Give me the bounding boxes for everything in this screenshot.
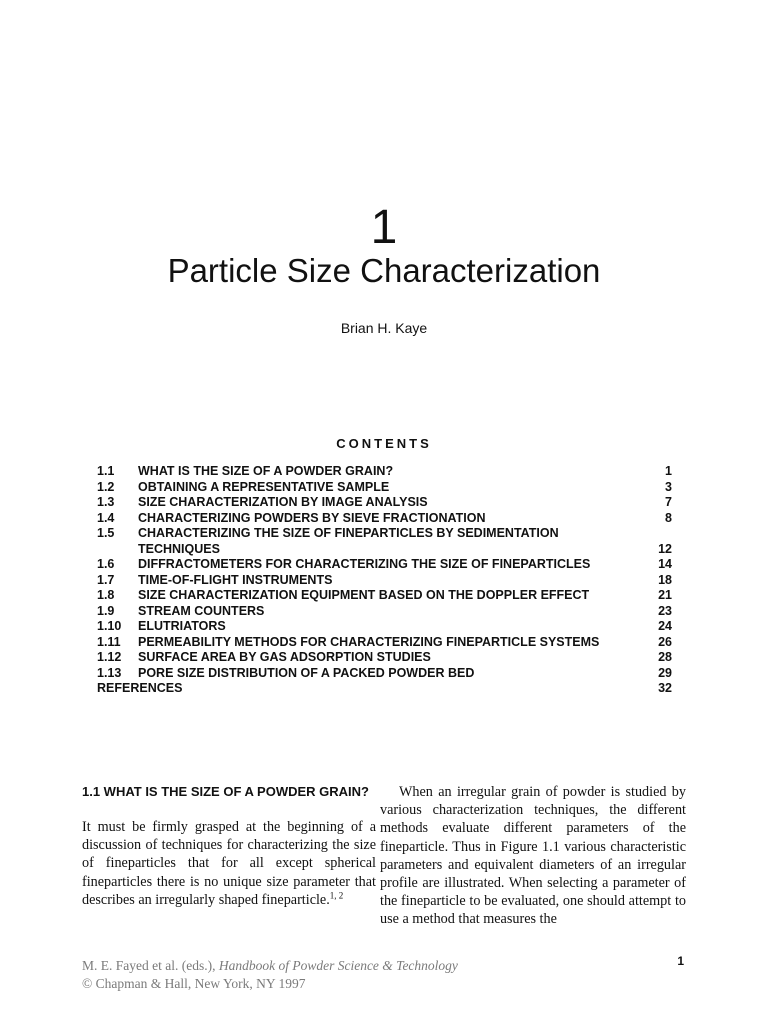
toc-entry-page: 18 (658, 572, 672, 587)
body-paragraph (82, 818, 376, 909)
toc-entry-title: SIZE CHARACTERIZATION EQUIPMENT BASED ON THE DOPPLER EFFECT (138, 588, 590, 602)
toc-entry-page: 1 (665, 464, 672, 478)
toc-entry-title: CHARACTERIZING THE SIZE OF FINEPARTICLES BY SEDIMENTATION TECHNIQUES (138, 526, 559, 556)
toc-entry-title: CHARACTERIZING POWDERS BY SIEVE FRACTIONATION (138, 510, 486, 525)
toc-entry[interactable] (97, 557, 672, 573)
contents-heading: CONTENTS (336, 436, 432, 451)
toc-entry-number: 1.3 (97, 495, 115, 509)
copyright-line: © Chapman & Hall, New York, NY 1997 (82, 976, 306, 991)
toc-entry-page: 8 (665, 510, 672, 525)
toc-entry-number: 1.5 (97, 526, 115, 540)
toc-entry-page: 7 (665, 495, 672, 509)
toc-entry-number: 1.6 (97, 557, 115, 571)
toc-entry-number: 1.9 (97, 603, 115, 618)
toc-entry-page: 32 (658, 681, 672, 695)
toc-entry-title: OBTAINING A REPRESENTATIVE SAMPLE (138, 479, 390, 494)
toc-entry-page: 29 (658, 665, 672, 680)
toc-entry[interactable] (97, 526, 672, 557)
toc-entry-page: 3 (665, 479, 672, 494)
toc-entry-title: WHAT IS THE SIZE OF A POWDER GRAIN? (138, 464, 394, 478)
toc-entry-page: 23 (658, 603, 672, 618)
toc-entry[interactable] (97, 511, 672, 527)
toc-entry-number: 1.11 (97, 634, 121, 649)
toc-entry-title: DIFFRACTOMETERS FOR CHARACTERIZING THE SIZE OF FINEPARTICLES (138, 557, 591, 571)
toc-entry-title: STREAM COUNTERS (138, 603, 265, 618)
toc-entry-page: 28 (658, 650, 672, 664)
footer-citation (82, 957, 458, 993)
toc-entry[interactable] (97, 635, 672, 651)
right-column (380, 783, 686, 929)
author-name: Brian H. Kaye (340, 320, 428, 336)
body-text: It must be firmly grasped at the beginning of a discussion of techniques for characterizing the size of fineparticles that for all except spherical fineparticles there is no unique size parameter that describes an irregularly shaped fineparticle. (82, 819, 376, 908)
toc-entry-title: REFERENCES (97, 681, 183, 695)
toc-entry[interactable] (97, 666, 672, 682)
left-column (82, 783, 376, 909)
body-paragraph: When an irregular grain of powder is studied by various characterization techniques, the different methods evaluate different parameters of the fineparticle. Thus in Figure 1.1 various characteristic parameters and equivalent diameters of an irregular profile are illustrated. When selecting a parameter of the fineparticle to be evaluated, one should attempt to use a method that measures the (380, 784, 686, 928)
citation-authors: M. E. Fayed et al. (eds.), (82, 958, 216, 973)
toc-entry-number: 1.13 (97, 665, 122, 680)
toc-entry[interactable] (97, 480, 672, 496)
toc-entry-number: 1.7 (97, 572, 115, 587)
toc-entry[interactable] (97, 588, 672, 604)
page-number: 1 (677, 954, 684, 968)
toc-entry-number: 1.12 (97, 650, 122, 664)
toc-entry-page: 14 (658, 557, 672, 571)
toc-entry-references[interactable] (97, 681, 672, 697)
toc-entry[interactable] (97, 495, 672, 511)
toc-entry[interactable] (97, 619, 672, 635)
toc-entry-title: SIZE CHARACTERIZATION BY IMAGE ANALYSIS (138, 495, 428, 509)
citation-line (82, 957, 458, 975)
citation-book-title: Handbook of Powder Science & Technology (218, 958, 458, 973)
toc-entry-page: 12 (658, 541, 672, 556)
table-of-contents (97, 464, 672, 697)
toc-entry-page: 24 (658, 619, 672, 633)
section-heading: 1.1 WHAT IS THE SIZE OF A POWDER GRAIN? (82, 784, 369, 799)
toc-entry-title: PORE SIZE DISTRIBUTION OF A PACKED POWDER BED (138, 665, 475, 680)
toc-entry-number: 1.8 (97, 588, 115, 602)
toc-entry-number: 1.4 (97, 510, 115, 525)
chapter-number: 1 (370, 201, 398, 254)
toc-entry[interactable] (97, 573, 672, 589)
toc-entry-page: 21 (658, 588, 672, 602)
toc-entry-number: 1.2 (97, 479, 115, 494)
chapter-title: Particle Size Characterization (167, 252, 601, 289)
toc-entry[interactable] (97, 650, 672, 666)
toc-entry-title: TIME-OF-FLIGHT INSTRUMENTS (138, 572, 333, 587)
toc-entry-title: PERMEABILITY METHODS FOR CHARACTERIZING FINEPARTICLE SYSTEMS (138, 634, 600, 649)
citation-superscript: 1, 2 (329, 890, 344, 901)
toc-entry-title: ELUTRIATORS (138, 619, 226, 633)
toc-entry[interactable] (97, 604, 672, 620)
toc-entry-page: 26 (658, 634, 672, 649)
toc-entry-number: 1.10 (97, 619, 122, 633)
toc-entry[interactable] (97, 464, 672, 480)
toc-entry-title: SURFACE AREA BY GAS ADSORPTION STUDIES (138, 650, 431, 664)
toc-entry-number: 1.1 (97, 464, 115, 478)
